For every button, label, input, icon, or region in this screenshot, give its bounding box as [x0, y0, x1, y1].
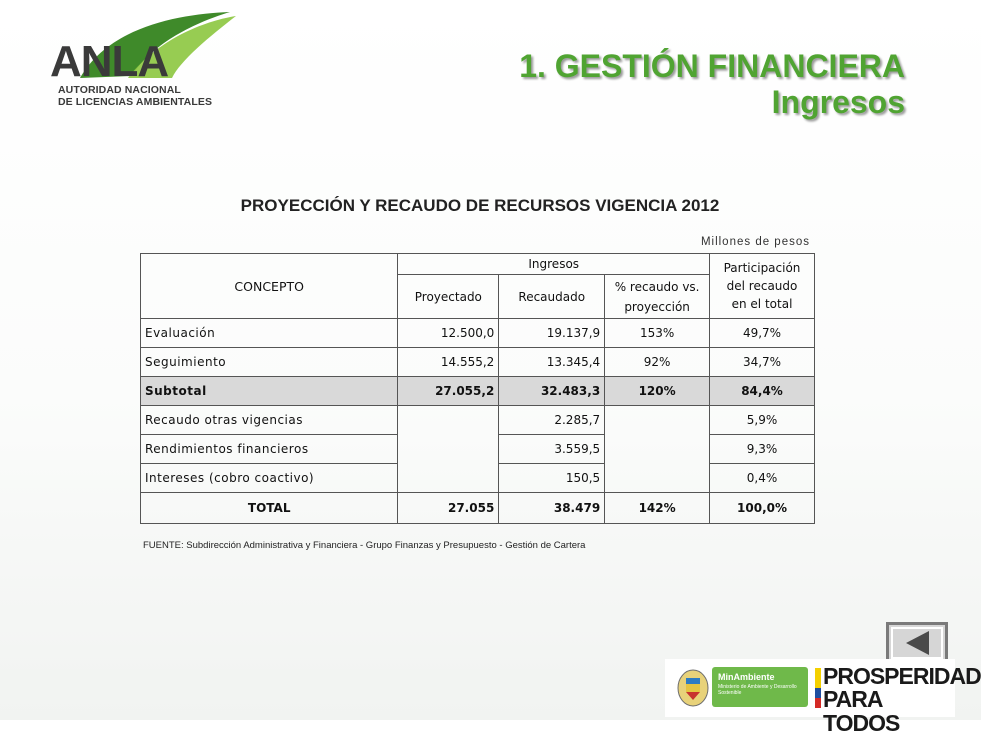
cell-participacion: 5,9% [710, 406, 815, 435]
cell-participacion: 84,4% [710, 377, 815, 406]
table-row-otras-vigencias [141, 406, 815, 435]
header-participacion-line1: Participación [723, 261, 801, 275]
cell-proyectado: 14.555,2 [398, 348, 499, 377]
header-participacion [710, 254, 815, 319]
header-pct-recaudo [605, 275, 710, 319]
cell-concepto: Subtotal [141, 377, 398, 406]
header-pct-line2: proyección [624, 299, 690, 314]
page-subtitle: Ingresos [771, 84, 905, 120]
table-row-seguimiento [141, 348, 815, 377]
logo-line-2: DE LICENCIAS AMBIENTALES [58, 96, 213, 108]
income-table [140, 253, 815, 524]
cell-pct: 92% [605, 348, 710, 377]
ministry-subtitle: Ministerio de Ambiente y Desarrollo Sostenible [718, 684, 797, 696]
header-recaudado: Recaudado [499, 275, 605, 319]
source-note: FUENTE: Subdirección Administrativa y Financiera - Grupo Finanzas y Presupuesto - Gestión de Cartera [143, 540, 586, 551]
cell-participacion: 49,7% [710, 319, 815, 348]
back-button[interactable] [886, 622, 948, 664]
colombia-flag-icon [815, 668, 821, 708]
cell-pct: 142% [605, 493, 710, 524]
cell-concepto: Recaudo otras vigencias [141, 406, 398, 435]
triangle-left-icon [889, 625, 945, 661]
cell-pct-blank [605, 406, 710, 493]
header-ingresos: Ingresos [398, 254, 710, 275]
cell-recaudado: 13.345,4 [499, 348, 605, 377]
cell-concepto: Evaluación [141, 319, 398, 348]
cell-concepto: Intereses (cobro coactivo) [141, 464, 398, 493]
header-concepto: CONCEPTO [141, 254, 398, 319]
cell-recaudado: 32.483,3 [499, 377, 605, 406]
colombia-coat-of-arms-icon [676, 666, 710, 710]
cell-proyectado: 27.055 [398, 493, 499, 524]
cell-concepto: TOTAL [141, 493, 398, 524]
cell-proyectado: 12.500,0 [398, 319, 499, 348]
page-title: 1. GESTIÓN FINANCIERA [519, 48, 905, 84]
units-label: Millones de pesos [700, 236, 810, 248]
cell-pct: 120% [605, 377, 710, 406]
cell-participacion: 0,4% [710, 464, 815, 493]
cell-recaudado: 38.479 [499, 493, 605, 524]
cell-recaudado: 150,5 [499, 464, 605, 493]
cell-concepto: Seguimiento [141, 348, 398, 377]
logo-acronym: ANLA [50, 37, 169, 86]
ministry-name: MinAmbiente [718, 672, 775, 682]
cell-recaudado: 19.137,9 [499, 319, 605, 348]
slogan-line-2: PARA TODOS [823, 686, 900, 736]
header-proyectado: Proyectado [398, 275, 499, 319]
cell-recaudado: 3.559,5 [499, 435, 605, 464]
cell-recaudado: 2.285,7 [499, 406, 605, 435]
logo-line-1: AUTORIDAD NACIONAL [58, 84, 181, 96]
cell-concepto: Rendimientos financieros [141, 435, 398, 464]
cell-participacion: 34,7% [710, 348, 815, 377]
header-pct-line1: % recaudo vs. [614, 279, 700, 294]
cell-participacion: 9,3% [710, 435, 815, 464]
table-title: PROYECCIÓN Y RECAUDO DE RECURSOS VIGENCIA 2012 [240, 196, 720, 215]
table-row-evaluacion [141, 319, 815, 348]
slogan-line-1: PROSPERIDAD [823, 663, 981, 689]
table-row-subtotal [141, 377, 815, 406]
cell-proyectado: 27.055,2 [398, 377, 499, 406]
header-participacion-line3: en el total [731, 297, 793, 311]
logo-subtitle [58, 84, 212, 108]
cell-proyectado-blank [398, 406, 499, 493]
header-participacion-line2: del recaudo [726, 279, 798, 293]
table-row-total [141, 493, 815, 524]
cell-participacion: 100,0% [710, 493, 815, 524]
cell-pct: 153% [605, 319, 710, 348]
